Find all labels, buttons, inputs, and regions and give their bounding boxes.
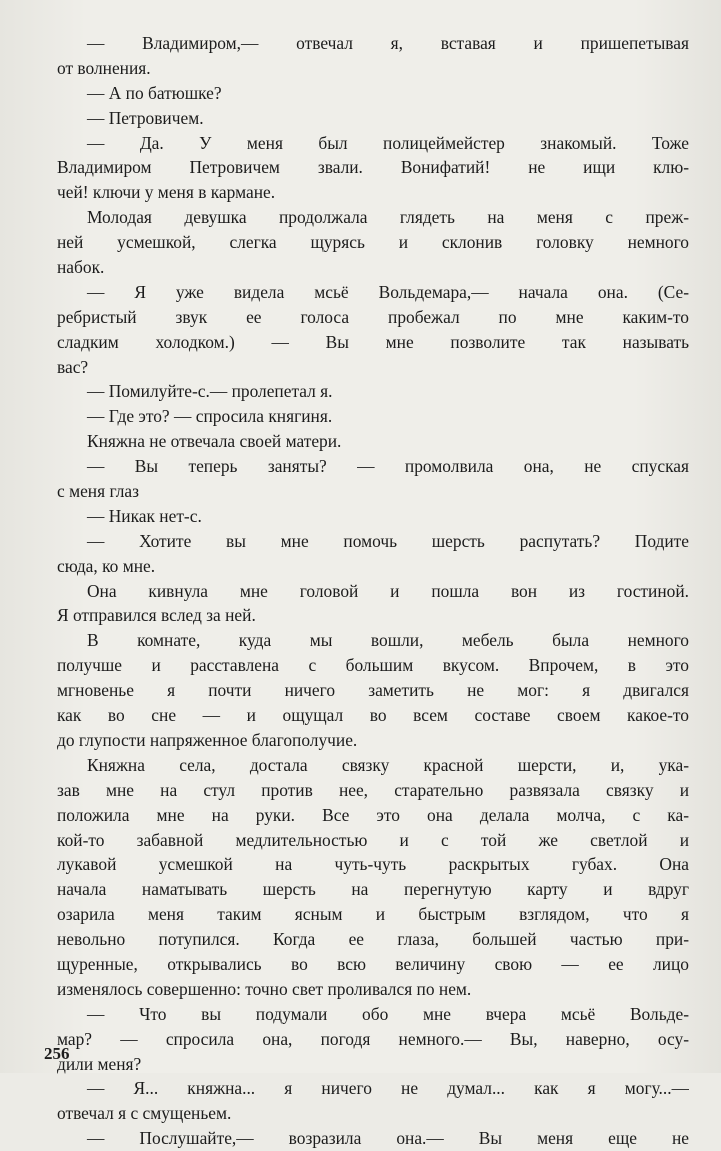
text-line: Княжна не отвечала своей матери. — [87, 431, 342, 452]
text-line: щуренные, открывались во всю величину свою — ее лицо — [57, 953, 689, 974]
text-line: зав мне на стул против нее, старательно развязала связку и — [57, 779, 689, 800]
text-line: озарила меня таким ясным и быстрым взглядом, что я — [57, 904, 689, 925]
text-line: дили меня? — [57, 1053, 142, 1074]
text-line: мар? — спросила она, погодя немного.— Вы, наверно, осу- — [57, 1028, 689, 1049]
text-line: В комнате, куда мы вошли, мебель была немного — [87, 630, 689, 651]
text-line: как во сне — и ощущал во всем составе своем какое-то — [57, 705, 689, 726]
text-line: набок. — [57, 257, 105, 278]
text-line: — Я уже видела мсьё Вольдемара,— начала она. (Се- — [87, 281, 689, 302]
text-line: мгновенье я почти ничего заметить не мог: я двигался — [57, 680, 689, 701]
text-line: невольно потупился. Когда ее глаза, большей частью при- — [57, 929, 689, 950]
text-line: получше и расставлена с большим вкусом. Впрочем, в это — [57, 655, 689, 676]
text-line: до глупости напряженное благополучие. — [57, 729, 358, 750]
text-line: — Владимиром,— отвечал я, вставая и пришепетывая — [87, 33, 689, 53]
text-line: вас? — [57, 356, 89, 377]
text-line: — А по батюшке? — [87, 82, 222, 103]
text-line: Она кивнула мне головой и пошла вон из гостиной. — [87, 580, 689, 601]
text-line: — Что вы подумали обо мне вчера мсьё Вольде- — [87, 1003, 689, 1024]
text-line: положила мне на руки. Все это она делала молча, с ка- — [57, 804, 689, 825]
text-line: с меня глаз — [57, 481, 139, 502]
text-line: — Я... княжна... я ничего не думал... как я могу...— — [87, 1078, 689, 1099]
text-line: чей! ключи у меня в кармане. — [57, 182, 276, 203]
text-line: сладким холодком.) — Вы мне позволите так называть — [57, 331, 689, 352]
text-line: — Да. У меня был полицеймейстер знакомый. Тоже — [87, 132, 689, 153]
text-line: Владимиром Петровичем звали. Вонифатий! не ищи клю- — [57, 157, 689, 178]
text-line: ребристый звук ее голоса пробежал по мне каким-то — [57, 306, 689, 327]
text-line: — Помилуйте-с.— пролепетал я. — [87, 381, 333, 402]
text-line: изменялось совершенно: точно свет проливался по нем. — [57, 978, 472, 999]
text-line: — Никак нет-с. — [87, 505, 202, 526]
text-line: Княжна села, достала связку красной шерсти, и, ука- — [87, 754, 689, 775]
page-text — [57, 31, 689, 1151]
text-line: Молодая девушка продолжала глядеть на меня с преж- — [87, 207, 689, 228]
text-line: — Хотите вы мне помочь шерсть распутать? Подите — [87, 530, 689, 551]
text-line: — Вы теперь заняты? — промолвила она, не спуская — [87, 456, 689, 477]
text-line: — Где это? — спросила княгиня. — [87, 406, 333, 427]
text-line: кой-то забавной медлительностью и с той же светлой и — [57, 829, 689, 850]
text-line: отвечал я с смущеньем. — [57, 1103, 232, 1124]
text-line: сюда, ко мне. — [57, 555, 156, 576]
text-line: начала наматывать шерсть на перегнутую карту и вдруг — [57, 879, 689, 900]
text-line: Я отправился вслед за ней. — [57, 605, 256, 626]
text-line: — Послушайте,— возразила она.— Вы меня еще не — [87, 1128, 689, 1149]
page-number: 256 — [44, 1044, 70, 1063]
text-line: ней усмешкой, слегка щурясь и склонив головку немного — [57, 232, 689, 253]
text-line: от волнения. — [57, 57, 151, 78]
text-line: лукавой усмешкой на чуть-чуть раскрытых губах. Она — [57, 854, 689, 875]
text-line: — Петровичем. — [87, 107, 204, 128]
